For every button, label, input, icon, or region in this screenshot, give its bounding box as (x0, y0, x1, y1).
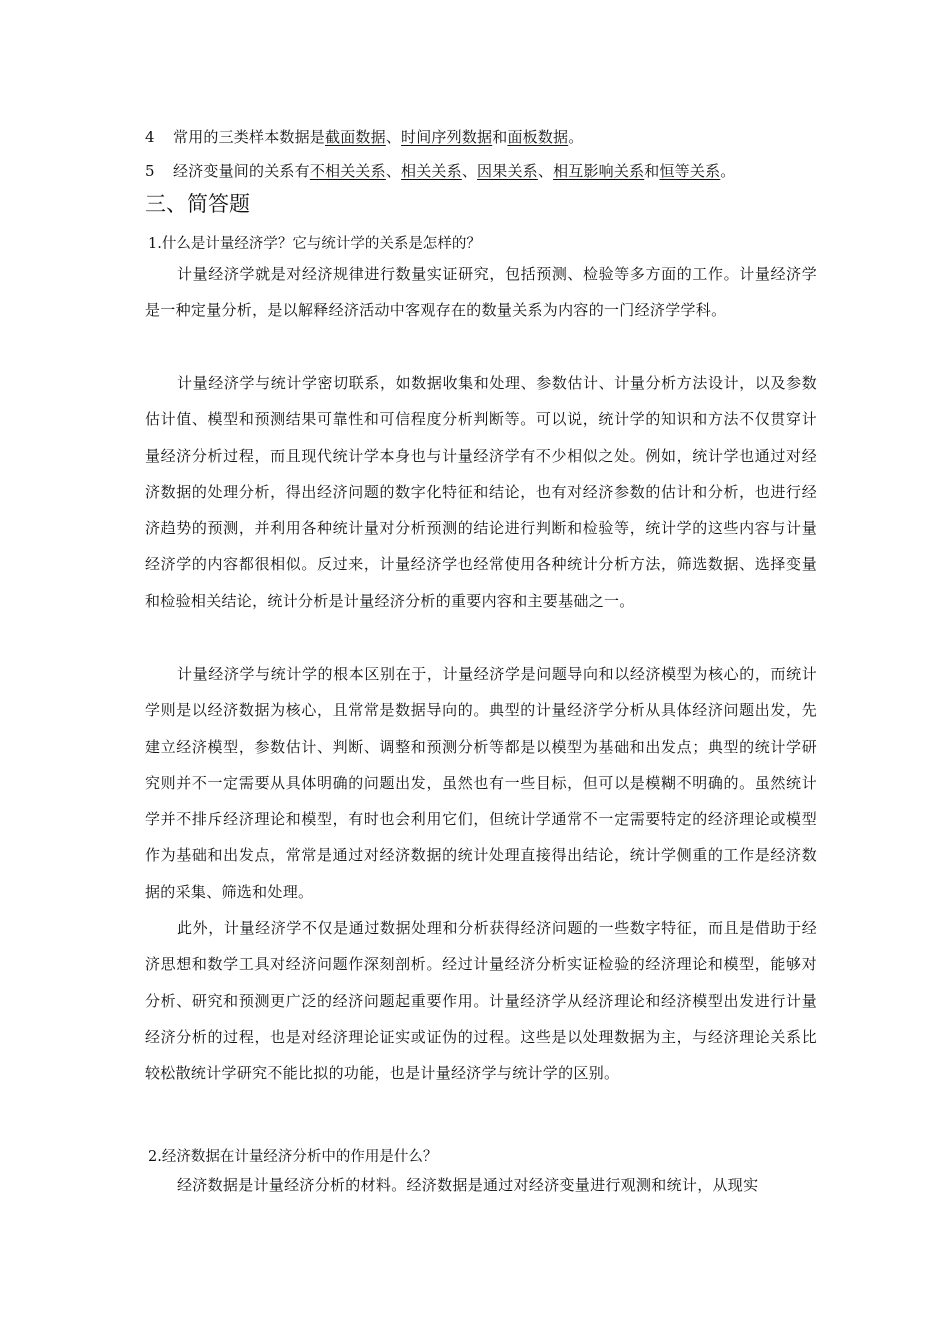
q1-paragraph-1: 计量经济学就是对经济规律进行数量实证研究，包括预测、检验等多方面的工作。计量经济学是一种定量分析，是以解释经济活动中客观存在的数量关系为内容的一门经济学学科。 (145, 265, 817, 320)
section-heading: 三、简答题 (145, 192, 250, 216)
item-number: 4 (145, 128, 155, 146)
separator: 、 (461, 162, 478, 180)
item-prefix: 经济变量间的关系有 (173, 162, 310, 180)
blank-answer: 面板数据 (507, 128, 569, 146)
question-1: 1.什么是计量经济学？它与统计学的关系是怎样的？ (148, 236, 481, 252)
fill-blank-item-5 (145, 160, 735, 181)
separator: 、 (385, 128, 402, 146)
q2-paragraph-1: 经济数据是计量经济分析的材料。经济数据是通过对经济变量进行观测和统计，从现实 (177, 1176, 759, 1194)
q1-paragraph-2: 计量经济学与统计学密切联系，如数据收集和处理、参数估计、计量分析方法设计，以及参数估计值、模型和预测结果可靠性和可信程度分析判断等。可以说，统计学的知识和方法不仅贯穿计量经济分析过程，而且现代统计学本身也与计量经济学有不少相似之处。例如，统计学也通过对经济数据的处理分析，得出经济问题的数字化特征和结论，也有对经济参数的估计和分析，也进行经济趋势的预测，并利用各种统计量对分析预测的结论进行判断和检验等，统计学的这些内容与计量经济学的内容都很相似。反过来，计量经济学也经常使用各种统计分析方法，筛选数据、选择变量和检验相关结论，统计分析是计量经济分析的重要内容和主要基础之一。 (145, 374, 817, 610)
question-2: 2.经济数据在计量经济分析中的作用是什么？ (148, 1149, 438, 1165)
item-number: 5 (145, 162, 155, 180)
q1-paragraph-4: 此外，计量经济学不仅是通过数据处理和分析获得经济问题的一些数字特征，而且是借助于经济思想和数学工具对经济问题作深刻剖析。经过计量经济分析实证检验的经济理论和模型，能够对分析、研究和预测更广泛的经济问题起重要作用。计量经济学从经济理论和经济模型出发进行计量经济分析的过程，也是对经济理论证实或证伪的过程。这些是以处理数据为主，与经济理论关系比较松散统计学研究不能比拟的功能，也是计量经济学与统计学的区别。 (145, 919, 817, 1083)
separator: 、 (537, 162, 554, 180)
separator: 和 (492, 128, 508, 146)
item-suffix: 。 (568, 128, 584, 146)
item-suffix: 。 (720, 162, 736, 180)
blank-answer: 不相关关系 (309, 162, 386, 180)
separator: 、 (385, 162, 402, 180)
separator: 和 (644, 162, 660, 180)
blank-answer: 截面数据 (325, 128, 386, 146)
blank-answer: 时间序列数据 (401, 128, 493, 146)
blank-answer: 恒等关系 (659, 162, 721, 180)
item-prefix: 常用的三类样本数据是 (173, 128, 326, 146)
fill-blank-item-4 (145, 126, 583, 147)
blank-answer: 相关关系 (401, 162, 462, 180)
blank-answer: 相互影响关系 (553, 162, 645, 180)
q1-paragraph-3: 计量经济学与统计学的根本区别在于，计量经济学是问题导向和以经济模型为核心的，而统计学则是以经济数据为核心，且常常是数据导向的。典型的计量经济学分析从具体经济问题出发，先建立经济模型，参数估计、判断、调整和预测分析等都是以模型为基础和出发点；典型的统计学研究则并不一定需要从具体明确的问题出发，虽然也有一些目标，但可以是模糊不明确的。虽然统计学并不排斥经济理论和模型，有时也会利用它们，但统计学通常不一定需要特定的经济理论或模型作为基础和出发点，常常是通过对经济数据的统计处理直接得出结论，统计学侧重的工作是经济数据的采集、筛选和处理。 (145, 665, 817, 901)
blank-answer: 因果关系 (477, 162, 538, 180)
